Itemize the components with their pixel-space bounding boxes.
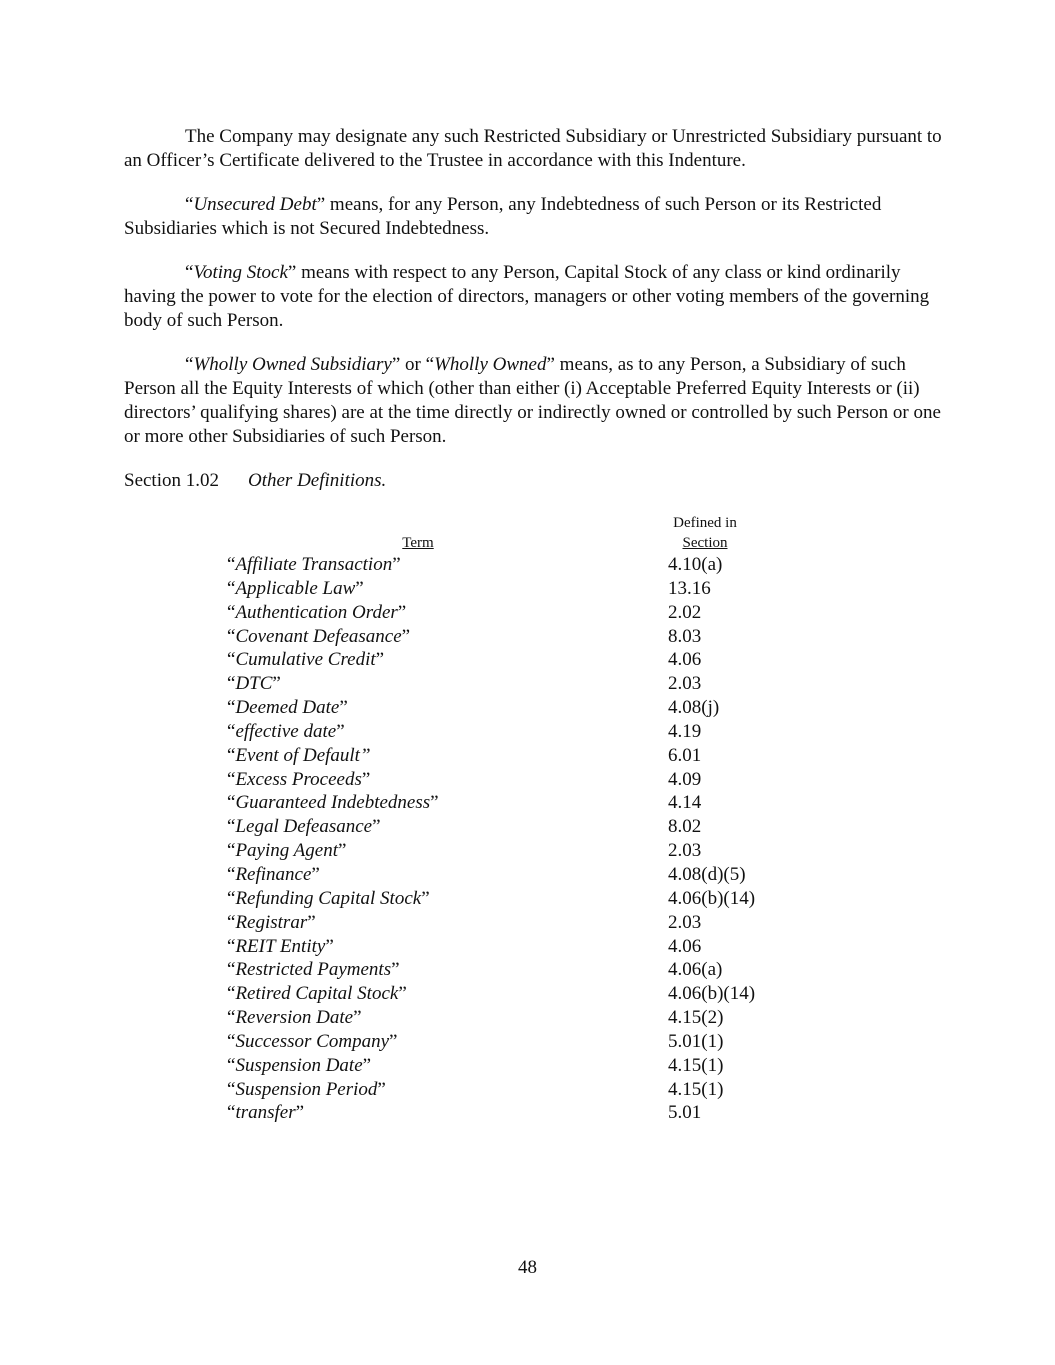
section-ref: 4.15(1) bbox=[668, 1054, 724, 1076]
close-quote: ” bbox=[337, 840, 347, 862]
definition-row bbox=[227, 720, 827, 744]
open-quote: “ bbox=[185, 262, 194, 283]
term-cell bbox=[227, 744, 371, 768]
section-ref: 4.08(d)(5) bbox=[668, 863, 746, 885]
open-quote: “ bbox=[227, 625, 236, 647]
term-cell bbox=[227, 1054, 371, 1078]
open-quote: “ bbox=[227, 840, 236, 862]
open-quote: “ bbox=[227, 1030, 236, 1052]
definition-row bbox=[227, 672, 827, 696]
section-ref: 4.06 bbox=[668, 935, 702, 957]
open-quote: “ bbox=[227, 911, 236, 933]
section-ref: 2.03 bbox=[668, 673, 702, 695]
definition-row bbox=[227, 839, 827, 863]
term-cell bbox=[227, 601, 406, 625]
term-cell bbox=[227, 911, 316, 935]
definitions-table bbox=[227, 553, 827, 1125]
definition-row bbox=[227, 911, 827, 935]
definition-row bbox=[227, 863, 827, 887]
term-text: Retired Capital Stock bbox=[235, 983, 399, 1005]
term-cell bbox=[227, 1078, 386, 1102]
term-cell bbox=[227, 958, 400, 982]
term-cell bbox=[227, 553, 401, 577]
close-quote: ” bbox=[362, 1054, 372, 1076]
close-quote: ” bbox=[421, 887, 430, 909]
definition-row bbox=[227, 1054, 827, 1078]
section-ref: 4.06(b)(14) bbox=[668, 983, 756, 1005]
term-text: Covenant Defeasance bbox=[235, 625, 402, 647]
term-text: Refunding Capital Stock bbox=[235, 887, 422, 909]
term-cell bbox=[227, 768, 370, 792]
close-quote: ” bbox=[287, 262, 297, 283]
section-ref: 6.01 bbox=[668, 744, 702, 766]
open-quote: “ bbox=[227, 1078, 236, 1100]
section-ref: 4.09 bbox=[668, 768, 702, 790]
section-ref: 13.16 bbox=[668, 577, 711, 599]
open-quote: “ bbox=[227, 983, 236, 1005]
definition-row bbox=[227, 1030, 827, 1054]
close-quote: ” bbox=[339, 697, 348, 719]
section-header-line1: Defined in bbox=[673, 515, 737, 531]
term-text: Refinance bbox=[235, 863, 312, 885]
term-cell bbox=[227, 672, 281, 696]
close-quote: ” bbox=[353, 1007, 362, 1029]
term-text: Registrar bbox=[235, 911, 308, 933]
term-text: Paying Agent bbox=[235, 840, 338, 862]
section-ref: 4.06 bbox=[668, 649, 702, 671]
term-text: transfer bbox=[235, 1102, 296, 1124]
open-quote: “ bbox=[227, 554, 236, 575]
term-text: Deemed Date bbox=[235, 697, 340, 719]
open-quote: “ bbox=[227, 959, 236, 981]
close-quote: ” bbox=[336, 720, 345, 742]
term-cell bbox=[227, 863, 320, 887]
term-text: Suspension Period bbox=[235, 1078, 378, 1100]
term-cell bbox=[227, 887, 430, 911]
open-quote: “ bbox=[227, 1007, 236, 1029]
close-quote: ” bbox=[398, 983, 407, 1005]
term-cell bbox=[227, 1030, 397, 1054]
term-text: DTC bbox=[235, 673, 273, 695]
section-ref: 4.08(j) bbox=[668, 697, 720, 719]
connector-text: ” or “ bbox=[391, 354, 435, 375]
definition-row bbox=[227, 887, 827, 911]
open-quote: “ bbox=[227, 935, 236, 957]
definition-row bbox=[227, 648, 827, 672]
section-number: Section 1.02 bbox=[124, 470, 219, 491]
section-ref: 5.01(1) bbox=[668, 1030, 724, 1052]
open-quote: “ bbox=[227, 816, 236, 838]
definition-wholly-owned bbox=[124, 353, 944, 449]
close-quote: ” bbox=[307, 911, 316, 933]
definition-row bbox=[227, 625, 827, 649]
open-quote: “ bbox=[227, 601, 236, 623]
definition-voting-stock bbox=[124, 261, 944, 333]
close-quote: ” bbox=[397, 601, 407, 623]
definition-row bbox=[227, 1101, 827, 1125]
definition-row bbox=[227, 744, 827, 768]
open-quote: “ bbox=[227, 673, 236, 695]
term-header-label: Term bbox=[402, 535, 434, 551]
term-cell bbox=[227, 577, 364, 601]
term-text: Applicable Law bbox=[235, 577, 356, 599]
close-quote: ” bbox=[272, 673, 281, 695]
open-quote: “ bbox=[227, 1054, 236, 1076]
term-text: Affiliate Transaction bbox=[235, 554, 393, 575]
close-quote: ” bbox=[372, 816, 381, 838]
term-text: Reversion Date bbox=[235, 1007, 354, 1029]
definition-row bbox=[227, 601, 827, 625]
close-quote: ” bbox=[392, 554, 401, 575]
section-ref: 5.01 bbox=[668, 1102, 702, 1124]
term-cell bbox=[227, 720, 345, 744]
term-text: Authentication Order bbox=[235, 601, 398, 623]
term-cell bbox=[227, 1101, 304, 1125]
defined-term: Wholly Owned Subsidiary bbox=[193, 354, 392, 375]
close-quote: ” bbox=[391, 959, 400, 981]
term-text: REIT Entity bbox=[235, 935, 326, 957]
open-quote: “ bbox=[227, 697, 236, 719]
definition-row bbox=[227, 1078, 827, 1102]
term-cell bbox=[227, 839, 346, 863]
open-quote: “ bbox=[227, 863, 236, 885]
section-header-line2: Section bbox=[682, 535, 728, 551]
definition-row bbox=[227, 982, 827, 1006]
section-ref: 2.03 bbox=[668, 840, 702, 862]
definition-row bbox=[227, 768, 827, 792]
section-ref: 4.19 bbox=[668, 720, 702, 742]
section-title: Other Definitions. bbox=[248, 470, 387, 491]
section-ref: 8.03 bbox=[668, 625, 702, 647]
close-quote: ” bbox=[325, 935, 334, 957]
paragraph-designate bbox=[124, 125, 944, 173]
section-ref: 4.15(1) bbox=[668, 1078, 724, 1100]
term-text: Excess Proceeds bbox=[235, 768, 362, 790]
open-quote: “ bbox=[227, 720, 236, 742]
term-cell bbox=[227, 982, 407, 1006]
definition-text: means, as to any Person, a Subsidiary of such Person all the Equity Interests of which (other than either (i) Acceptable Preferred Equity Interests or (ii) directors’ qualifying shares) are at the time directly or indirectly owned or controlled by such Person or one or more other Subsidiaries of such Person. bbox=[124, 354, 941, 447]
term-column-header bbox=[378, 533, 458, 553]
open-quote: “ bbox=[185, 194, 194, 215]
close-quote: ” bbox=[377, 1078, 386, 1100]
section-ref: 8.02 bbox=[668, 816, 702, 838]
open-quote: “ bbox=[185, 354, 194, 375]
section-ref: 4.06(a) bbox=[668, 959, 723, 981]
defined-term: Voting Stock bbox=[193, 262, 288, 283]
close-quote: ” bbox=[401, 625, 411, 647]
definition-row bbox=[227, 935, 827, 959]
definition-unsecured-debt bbox=[124, 193, 944, 241]
term-text: Cumulative Credit bbox=[235, 649, 376, 671]
close-quote: ” bbox=[389, 1030, 398, 1052]
defined-term: Unsecured Debt bbox=[193, 194, 317, 215]
section-column-header bbox=[655, 513, 755, 553]
close-quote: ” bbox=[316, 194, 326, 215]
section-ref: 4.10(a) bbox=[668, 554, 723, 575]
close-quote: ” bbox=[546, 354, 555, 375]
term-text: Suspension Date bbox=[235, 1054, 363, 1076]
close-quote: ” bbox=[355, 577, 364, 599]
definition-row bbox=[227, 791, 827, 815]
term-text: effective date bbox=[235, 720, 337, 742]
term-cell bbox=[227, 696, 348, 720]
paragraph-text: The Company may designate any such Restricted Subsidiary or Unrestricted Subsidiary pursuant to an Officer’s Certificate delivered to the Trustee in accordance with this Indenture. bbox=[124, 126, 942, 171]
open-quote: “ bbox=[227, 577, 236, 599]
section-ref: 4.14 bbox=[668, 792, 702, 814]
term-text: Restricted Payments bbox=[235, 959, 392, 981]
open-quote: “ bbox=[227, 887, 236, 909]
open-quote: “ bbox=[227, 792, 236, 814]
definition-text: means, for any Person, any Indebtedness of such Person or its Restricted Subsidiaries which is not Secured Indebtedness. bbox=[124, 194, 882, 239]
section-ref: 4.06(b)(14) bbox=[668, 887, 756, 909]
page-number: 48 bbox=[518, 1257, 537, 1278]
close-quote: ” bbox=[361, 768, 371, 790]
term-cell bbox=[227, 791, 439, 815]
definition-row bbox=[227, 577, 827, 601]
open-quote: “ bbox=[227, 744, 236, 766]
term-text: Legal Defeasance bbox=[235, 816, 373, 838]
section-ref: 2.02 bbox=[668, 601, 702, 623]
term-cell bbox=[227, 1006, 362, 1030]
close-quote: ” bbox=[430, 792, 439, 814]
definition-row bbox=[227, 1006, 827, 1030]
term-cell bbox=[227, 625, 410, 649]
definition-text: means with respect to any Person, Capital Stock of any class or kind ordinarily having the power to vote for the election of directors, managers or other voting members of the governing body of such Person. bbox=[124, 262, 930, 331]
term-cell bbox=[227, 935, 334, 959]
open-quote: “ bbox=[227, 649, 236, 671]
close-quote: ” bbox=[295, 1102, 305, 1124]
definition-row bbox=[227, 815, 827, 839]
definition-row bbox=[227, 553, 827, 577]
definition-row bbox=[227, 696, 827, 720]
close-quote: ” bbox=[311, 863, 320, 885]
term-text: Event of Default” bbox=[235, 744, 371, 766]
definition-row bbox=[227, 958, 827, 982]
close-quote: ” bbox=[375, 649, 385, 671]
term-text: Guaranteed Indebtedness bbox=[235, 792, 431, 814]
section-ref: 2.03 bbox=[668, 911, 702, 933]
term-cell bbox=[227, 815, 381, 839]
open-quote: “ bbox=[227, 768, 236, 790]
term-cell bbox=[227, 648, 384, 672]
term-text: Successor Company bbox=[235, 1030, 389, 1052]
section-heading bbox=[124, 469, 386, 493]
open-quote: “ bbox=[227, 1102, 236, 1124]
defined-term-alt: Wholly Owned bbox=[434, 354, 547, 375]
section-ref: 4.15(2) bbox=[668, 1007, 724, 1029]
